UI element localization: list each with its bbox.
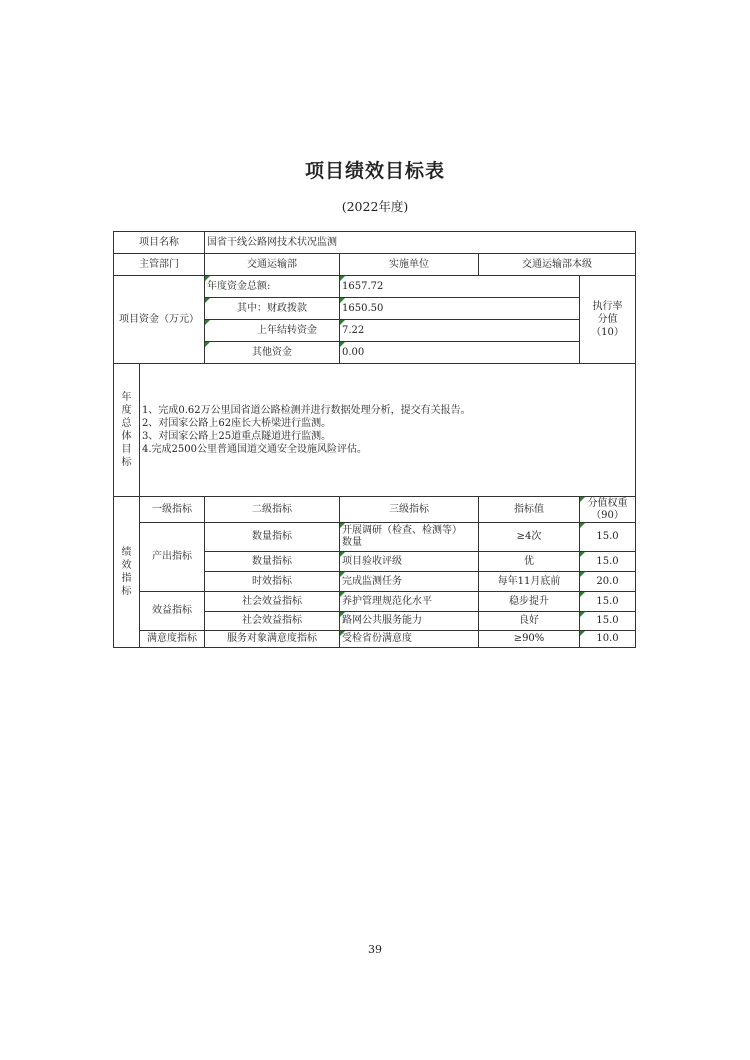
indicators-label-char: 标: [121, 586, 132, 597]
indicator-weight: 15.0: [579, 611, 636, 631]
page-title: 项目绩效目标表: [304, 160, 445, 182]
indicator-weight: 15.0: [579, 522, 636, 552]
exec-rate-line: 执行率: [592, 301, 623, 312]
indicator-level3: [339, 522, 479, 552]
indicator-level2: 服务对象满意度指标: [204, 630, 340, 648]
indicator-level3: 完成监测任务: [339, 571, 479, 592]
indicator-level2: 社会效益指标: [204, 591, 340, 612]
col-header-weight: [579, 496, 636, 523]
page-number: 39: [368, 943, 382, 956]
indicator-value: 稳步提升: [478, 591, 580, 612]
funds-other-label: 其他资金: [204, 341, 340, 364]
goal-line: 4.完成2500公里普通国道交通安全设施风险评估。: [142, 444, 367, 455]
indicator-level3: 养护管理规范化水平: [339, 591, 479, 612]
exec-rate-line: （10）: [591, 327, 624, 338]
indicator-level3-line: 数量: [342, 537, 362, 548]
exec-rate-line: 分值: [597, 314, 618, 325]
page-subtitle: (2022年度): [341, 199, 409, 214]
col-header-level2: 二级指标: [204, 496, 340, 523]
indicator-weight: 15.0: [579, 551, 636, 572]
goals-label: [113, 363, 140, 497]
funds-label: 项目资金（万元）: [113, 275, 205, 364]
goals-label-char: 体: [121, 431, 132, 442]
level1-benefit: 效益指标: [139, 591, 205, 631]
indicator-level2: 社会效益指标: [204, 611, 340, 631]
funds-total-label: 年度资金总额:: [204, 275, 340, 298]
goal-line: 1、完成0.62万公里国省道公路检测并进行数据处理分析，提交有关报告。: [142, 405, 471, 416]
indicators-label: [113, 496, 140, 648]
goals-content: [139, 363, 636, 497]
funds-other-value: 0.00: [339, 341, 580, 364]
indicator-level3-line: 开展调研（检查、检测等）: [342, 525, 462, 536]
col-header-level3: 三级指标: [339, 496, 479, 523]
weight-header-line: （90）: [591, 509, 624, 521]
impl-label: 实施单位: [339, 253, 479, 276]
goals-label-char: 标: [121, 457, 132, 468]
weight-header-line: 分值权重: [587, 497, 628, 509]
indicator-weight: 20.0: [579, 571, 636, 592]
exec-rate-cell: [579, 275, 636, 364]
funds-fiscal-value: 1650.50: [339, 297, 580, 320]
funds-carryover-value: 7.22: [339, 319, 580, 342]
goals-label-char: 度: [121, 405, 132, 416]
indicator-level3: 路网公共服务能力: [339, 611, 479, 631]
indicators-label-char: 绩: [121, 547, 132, 558]
indicator-level3: 项目验收评级: [339, 551, 479, 572]
indicator-value: ≥4次: [478, 522, 580, 552]
funds-carryover-label: 上年结转资金: [204, 319, 340, 342]
funds-fiscal-label: 其中：财政拨款: [204, 297, 340, 320]
indicator-value: 优: [478, 551, 580, 572]
goals-label-char: 年: [121, 392, 132, 403]
indicator-value: ≥90%: [478, 630, 580, 648]
level1-output: 产出指标: [139, 522, 205, 592]
col-header-value: 指标值: [478, 496, 580, 523]
level1-satisfaction: 满意度指标: [139, 630, 205, 648]
indicator-value: 良好: [478, 611, 580, 631]
goals-label-char: 总: [121, 418, 132, 429]
indicators-label-char: 效: [121, 560, 132, 571]
col-header-level1: 一级指标: [139, 496, 205, 523]
impl-value: 交通运输部本级: [478, 253, 636, 276]
indicator-level2: 数量指标: [204, 551, 340, 572]
indicator-level3: 受检省份满意度: [339, 630, 479, 648]
indicator-weight: 15.0: [579, 591, 636, 612]
funds-total-value: 1657.72: [339, 275, 580, 298]
project-name-value: 国省干线公路网技术状况监测: [204, 231, 636, 254]
indicator-level2: 时效指标: [204, 571, 340, 592]
project-name-label: 项目名称: [113, 231, 205, 254]
indicator-weight: 10.0: [579, 630, 636, 648]
goals-label-char: 目: [121, 444, 132, 455]
indicator-level2: 数量指标: [204, 522, 340, 552]
goal-line: 2、对国家公路上62座长大桥梁进行监测。: [142, 418, 332, 429]
indicator-value: 每年11月底前: [478, 571, 580, 592]
indicators-label-char: 指: [121, 573, 132, 584]
goal-line: 3、对国家公路上25道重点隧道进行监测。: [142, 431, 332, 442]
dept-value: 交通运输部: [204, 253, 340, 276]
dept-label: 主管部门: [113, 253, 205, 276]
